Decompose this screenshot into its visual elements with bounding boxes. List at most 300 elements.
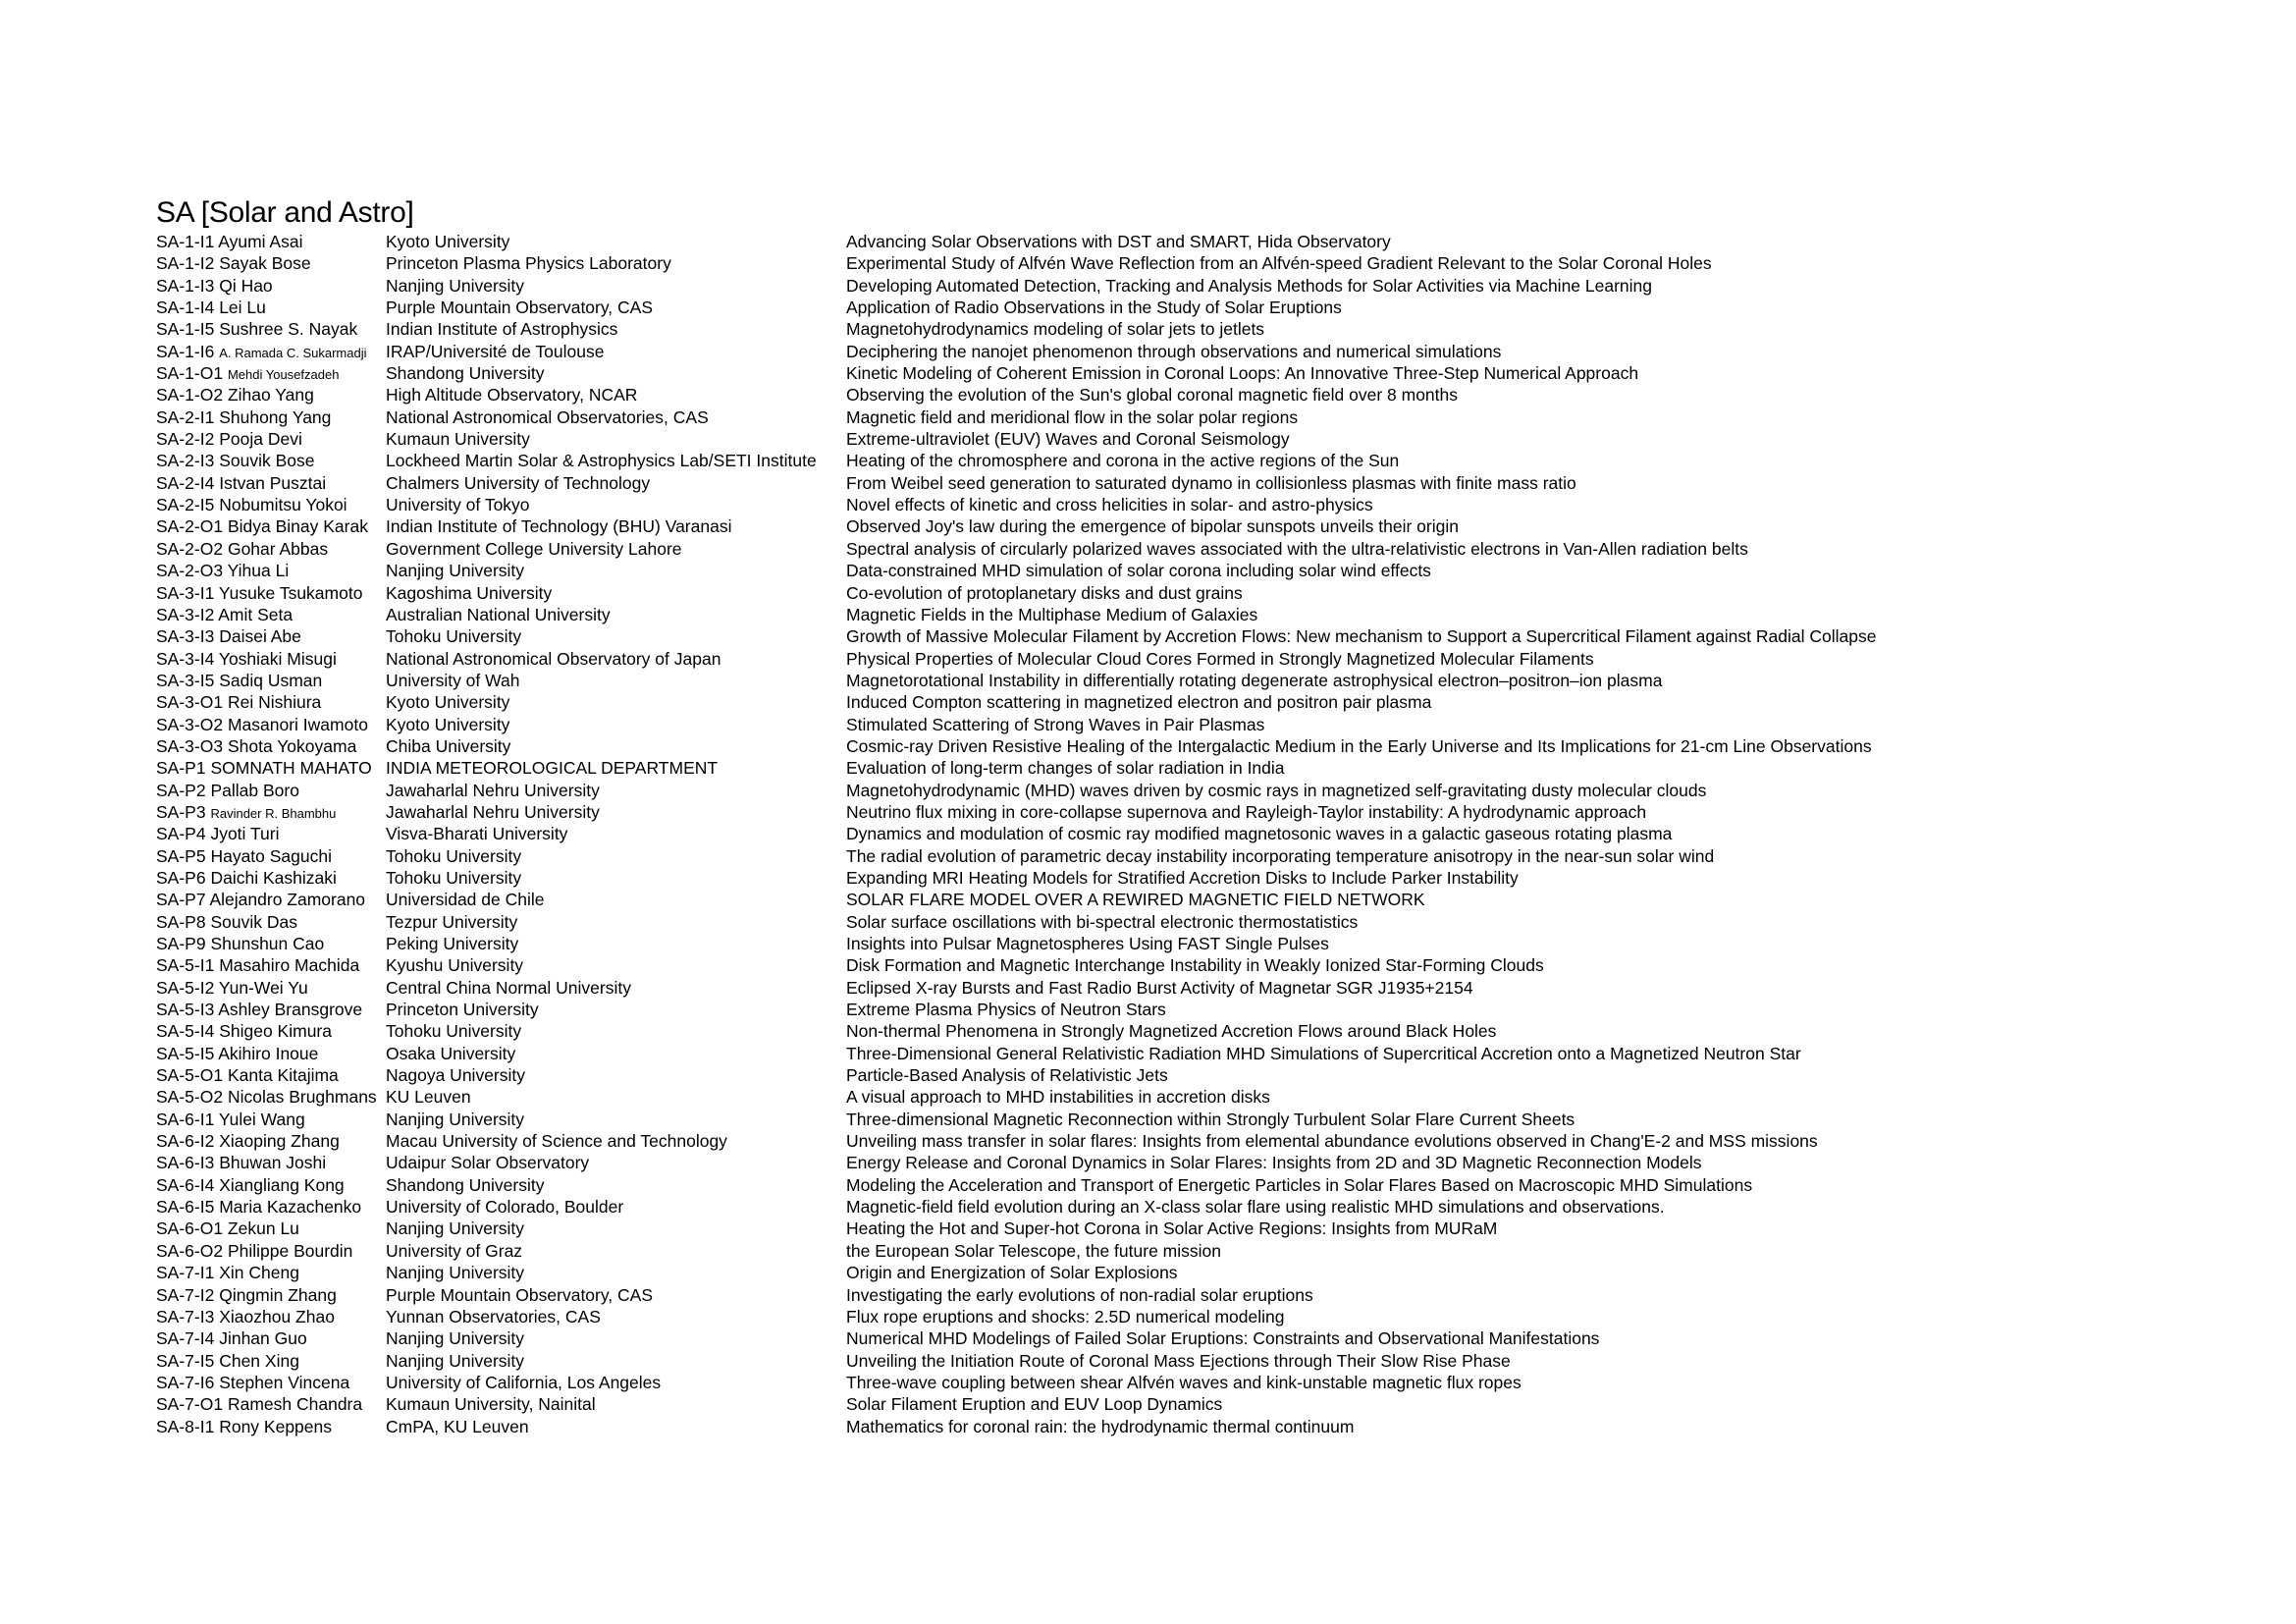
entry-affiliation: Nagoya University: [386, 1065, 525, 1086]
entry-affiliation: Kumaun University: [386, 429, 530, 450]
entry-name: Xiaozhou Zhao: [219, 1306, 335, 1326]
entry-affiliation: Princeton Plasma Physics Laboratory: [386, 253, 671, 274]
entry-id-and-name: [156, 954, 359, 976]
entry-code: SA-7-I4: [156, 1328, 215, 1349]
entry-row: [156, 494, 2286, 515]
entry-id-and-name: [156, 1327, 307, 1349]
entry-id-and-name: [156, 933, 324, 954]
entry-affiliation: Chalmers University of Technology: [386, 472, 651, 493]
entry-row: [156, 1020, 2286, 1042]
entry-row: [156, 297, 2286, 318]
entry-name: Ayumi Asai: [218, 232, 303, 251]
entry-code: SA-P5: [156, 845, 206, 866]
entry-affiliation: Tezpur University: [386, 911, 518, 932]
entry-id-and-name: [156, 845, 332, 867]
entry-code: SA-5-O1: [156, 1065, 224, 1086]
entry-code: SA-7-I3: [156, 1306, 215, 1326]
entry-title: Deciphering the nanojet phenomenon through observations and numerical simulations: [846, 341, 1502, 361]
entry-id-and-name: [156, 1240, 352, 1262]
entry-title: Mathematics for coronal rain: the hydrodynamic thermal continuum: [846, 1416, 1355, 1436]
entry-row: [156, 999, 2286, 1020]
entry-title: Growth of Massive Molecular Filament by Accretion Flows: New mechanism to Support a Supercritical Filament against Radial Collapse: [846, 626, 1877, 647]
entry-id-and-name: [156, 691, 321, 713]
entry-title: Particle-Based Analysis of Relativistic Jets: [846, 1065, 1168, 1086]
entry-affiliation: University of Tokyo: [386, 495, 530, 515]
entry-name: Shunshun Cao: [210, 934, 325, 953]
entry-affiliation: Tohoku University: [386, 626, 522, 647]
entry-title: Solar Filament Eruption and EUV Loop Dynamics: [846, 1394, 1223, 1415]
entry-id-and-name: [156, 670, 322, 691]
entry-affiliation: Government College University Lahore: [386, 538, 682, 559]
entry-title: Cosmic-ray Driven Resistive Healing of the Intergalactic Medium in the Early Universe and Its Implications for 21-cm Line Observations: [846, 735, 1872, 756]
entry-affiliation: Indian Institute of Astrophysics: [386, 319, 618, 340]
entry-name: Sayak Bose: [219, 253, 311, 274]
entry-name: Bidya Binay Karak: [227, 516, 368, 537]
entry-code: SA-1-O1: [156, 363, 224, 384]
entry-code: SA-2-O2: [156, 538, 224, 559]
entry-name: Istvan Pusztai: [219, 472, 327, 493]
entry-row: [156, 1327, 2286, 1349]
entry-affiliation: Udaipur Solar Observatory: [386, 1153, 590, 1173]
entry-name: Xiaoping Zhang: [219, 1131, 340, 1152]
entry-id-and-name: [156, 1152, 326, 1173]
entry-row: [156, 1350, 2286, 1372]
entry-affiliation: Kumaun University, Nainital: [386, 1394, 596, 1415]
entry-id-and-name: [156, 1174, 345, 1196]
entry-row: [156, 889, 2286, 910]
entry-affiliation: National Astronomical Observatory of Japan: [386, 648, 721, 669]
entry-title: A visual approach to MHD instabilities in accretion disks: [846, 1087, 1270, 1108]
entry-title: Origin and Energization of Solar Explosions: [846, 1263, 1178, 1283]
entry-title: Flux rope eruptions and shocks: 2.5D numerical modeling: [846, 1306, 1285, 1326]
entry-title: Heating the Hot and Super-hot Corona in Solar Active Regions: Insights from MURaM: [846, 1218, 1498, 1239]
entry-name: Xiangliang Kong: [219, 1174, 345, 1195]
entry-row: [156, 362, 2286, 384]
entry-affiliation: Purple Mountain Observatory, CAS: [386, 1284, 654, 1305]
entry-title: Induced Compton scattering in magnetized electron and positron pair plasma: [846, 692, 1432, 713]
entry-id-and-name: [156, 450, 314, 471]
entry-id-and-name: [156, 823, 279, 844]
entry-affiliation: Nanjing University: [386, 275, 525, 296]
entry-row: [156, 1284, 2286, 1306]
entry-row: [156, 954, 2286, 976]
entry-name: Pallab Boro: [210, 780, 299, 800]
entry-code: SA-5-I2: [156, 977, 215, 998]
entry-affiliation: Jawaharlal Nehru University: [386, 780, 600, 800]
entry-id-and-name: [156, 362, 339, 386]
entry-name: Daisei Abe: [219, 626, 301, 647]
entry-id-and-name: [156, 648, 337, 670]
entry-code: SA-P9: [156, 934, 206, 953]
entry-id-and-name: [156, 1043, 318, 1064]
entry-title: From Weibel seed generation to saturated dynamo in collisionless plasmas with finite mass ratio: [846, 472, 1576, 493]
entry-name: Nicolas Brughmans: [227, 1087, 377, 1108]
entry-name: Philippe Bourdin: [227, 1240, 353, 1261]
entry-id-and-name: [156, 1020, 332, 1042]
entry-code: SA-6-O1: [156, 1218, 224, 1239]
entry-id-and-name: [156, 757, 372, 779]
entry-name: Akihiro Inoue: [218, 1043, 319, 1063]
entry-name: Ramesh Chandra: [227, 1394, 363, 1415]
entry-affiliation: IRAP/Université de Toulouse: [386, 341, 605, 361]
entry-id-and-name: [156, 582, 362, 604]
entry-name: Nobumitsu Yokoi: [219, 495, 347, 515]
entry-affiliation: Indian Institute of Technology (BHU) Varanasi: [386, 516, 732, 537]
entry-row: [156, 911, 2286, 933]
entry-id-and-name: [156, 780, 299, 801]
entry-id-and-name: [156, 1218, 299, 1239]
entry-affiliation: Kyushu University: [386, 955, 524, 976]
entry-code: SA-7-I2: [156, 1284, 215, 1305]
entry-id-and-name: [156, 1416, 332, 1437]
entry-title: Unveiling mass transfer in solar flares: Insights from elemental abundance evolutions observed in Chang'E-2 and MSS missions: [846, 1131, 1818, 1152]
entry-id-and-name: [156, 538, 328, 560]
entry-code: SA-1-I1: [156, 232, 215, 251]
entry-id-and-name: [156, 406, 331, 428]
entry-row: [156, 1196, 2286, 1218]
entry-code: SA-3-I2: [156, 604, 215, 624]
entry-title: Non-thermal Phenomena in Strongly Magnetized Accretion Flows around Black Holes: [846, 1021, 1497, 1042]
entry-row: [156, 472, 2286, 494]
entry-id-and-name: [156, 1086, 377, 1108]
entry-title: Energy Release and Coronal Dynamics in Solar Flares: Insights from 2D and 3D Magnetic Reconnection Models: [846, 1153, 1702, 1173]
entry-title: SOLAR FLARE MODEL OVER A REWIRED MAGNETIC FIELD NETWORK: [846, 890, 1425, 910]
entry-id-and-name: [156, 1130, 340, 1152]
entry-name: Amit Seta: [218, 604, 294, 624]
entry-name: Souvik Das: [210, 911, 297, 932]
entry-code: SA-6-I1: [156, 1109, 215, 1129]
entry-id-and-name: [156, 735, 356, 757]
entry-title: Observed Joy's law during the emergence of bipolar sunspots unveils their origin: [846, 516, 1459, 537]
entry-name: Alejandro Zamorano: [209, 890, 366, 910]
entry-affiliation: University of Colorado, Boulder: [386, 1197, 624, 1218]
entry-affiliation: KU Leuven: [386, 1087, 471, 1108]
entry-id-and-name: [156, 472, 326, 494]
entry-name: Rei Nishiura: [227, 692, 322, 713]
entry-code: SA-5-O2: [156, 1087, 224, 1108]
entry-row: [156, 231, 2286, 252]
entry-affiliation: Nanjing University: [386, 561, 525, 581]
entry-id-and-name: [156, 1262, 299, 1283]
entry-row: [156, 560, 2286, 581]
entry-row: [156, 691, 2286, 713]
entry-code: SA-5-I3: [156, 1000, 215, 1020]
entry-affiliation: University of California, Los Angeles: [386, 1372, 662, 1392]
entry-code: SA-3-I1: [156, 582, 215, 603]
entry-id-and-name: [156, 560, 289, 581]
entry-row: [156, 1109, 2286, 1130]
entry-row: [156, 1152, 2286, 1173]
entry-code: SA-6-I2: [156, 1131, 215, 1152]
entry-name: Shigeo Kimura: [219, 1021, 332, 1042]
entry-title: Spectral analysis of circularly polarized waves associated with the ultra-relativistic electrons in Van-Allen radiation belts: [846, 538, 1748, 559]
entry-row: [156, 867, 2286, 889]
entry-code: SA-6-I3: [156, 1153, 215, 1173]
entry-row: [156, 933, 2286, 954]
entry-code: SA-3-I5: [156, 670, 215, 690]
entry-title: Kinetic Modeling of Coherent Emission in Coronal Loops: An Innovative Three-Step Numerical Approach: [846, 363, 1639, 384]
entry-affiliation: Kagoshima University: [386, 582, 553, 603]
entry-id-and-name: [156, 515, 368, 537]
entry-code: SA-P7: [156, 890, 206, 910]
entry-row: [156, 275, 2286, 297]
entry-title: Developing Automated Detection, Tracking and Analysis Methods for Solar Activities via Machine Learning: [846, 275, 1653, 296]
entry-name: Qi Hao: [219, 275, 273, 296]
entry-name: Xin Cheng: [219, 1263, 299, 1283]
entry-code: SA-7-O1: [156, 1394, 224, 1415]
entry-affiliation: High Altitude Observatory, NCAR: [386, 385, 638, 406]
entry-id-and-name: [156, 911, 297, 933]
entry-code: SA-2-O3: [156, 561, 224, 581]
entry-title: Magnetic field and meridional flow in the solar polar regions: [846, 406, 1299, 427]
entry-affiliation: Macau University of Science and Technology: [386, 1131, 727, 1152]
entry-code: SA-1-I6: [156, 341, 215, 361]
entry-code: SA-P8: [156, 911, 206, 932]
entry-name: Hayato Saguchi: [210, 845, 333, 866]
entry-affiliation: Shandong University: [386, 1174, 545, 1195]
entry-id-and-name: [156, 867, 337, 889]
entry-code: SA-6-I5: [156, 1197, 215, 1218]
entry-id-and-name: [156, 1064, 339, 1086]
entry-name: Yun-Wei Yu: [218, 977, 308, 998]
entry-row: [156, 515, 2286, 537]
entry-row: [156, 1393, 2286, 1415]
entry-name: Zihao Yang: [227, 385, 314, 406]
entry-id-and-name: [156, 999, 362, 1020]
entry-title: Application of Radio Observations in the Study of Solar Eruptions: [846, 298, 1342, 318]
entry-row: [156, 538, 2286, 560]
entry-row: [156, 406, 2286, 428]
entry-code: SA-3-I3: [156, 626, 215, 647]
entry-name: Yulei Wang: [218, 1109, 305, 1129]
entry-affiliation: CmPA, KU Leuven: [386, 1416, 529, 1436]
entry-row: [156, 582, 2286, 604]
entry-row: [156, 801, 2286, 823]
entry-title: Three-Dimensional General Relativistic Radiation MHD Simulations of Supercritical Accretion onto a Magnetized Neutron Star: [846, 1043, 1801, 1063]
entry-code: SA-2-I1: [156, 406, 215, 427]
entry-code: SA-P4: [156, 824, 206, 844]
entry-row: [156, 384, 2286, 406]
entry-affiliation: Kyoto University: [386, 232, 510, 251]
entry-title: Eclipsed X-ray Bursts and Fast Radio Burst Activity of Magnetar SGR J1935+2154: [846, 977, 1473, 998]
entry-affiliation: Nanjing University: [386, 1263, 525, 1283]
entry-affiliation: Australian National University: [386, 604, 611, 624]
entry-title: Physical Properties of Molecular Cloud Cores Formed in Strongly Magnetized Molecular Filaments: [846, 648, 1594, 669]
entry-code: SA-1-I5: [156, 319, 215, 340]
entry-code: SA-2-I5: [156, 495, 215, 515]
entry-id-and-name: [156, 428, 302, 450]
entry-title: Expanding MRI Heating Models for Stratified Accretion Disks to Include Parker Instability: [846, 867, 1519, 888]
entry-row: [156, 1416, 2286, 1437]
entry-code: SA-7-I1: [156, 1263, 215, 1283]
entry-name: Yoshiaki Misugi: [218, 648, 337, 669]
entry-row: [156, 714, 2286, 735]
entry-name: Souvik Bose: [219, 451, 315, 471]
entry-title: Modeling the Acceleration and Transport of Energetic Particles in Solar Flares Based on Macroscopic MHD Simulations: [846, 1174, 1753, 1195]
entry-title: Three-wave coupling between shear Alfvén waves and kink-unstable magnetic flux ropes: [846, 1372, 1522, 1392]
entry-name: Qingmin Zhang: [219, 1284, 337, 1305]
entry-row: [156, 1306, 2286, 1327]
entry-title: Extreme Plasma Physics of Neutron Stars: [846, 1000, 1166, 1020]
entry-code: SA-1-O2: [156, 385, 224, 406]
entry-title: Experimental Study of Alfvén Wave Reflection from an Alfvén-speed Gradient Relevant to the Solar Coronal Holes: [846, 253, 1712, 274]
entry-name: Zekun Lu: [227, 1218, 299, 1239]
entry-affiliation: Kyoto University: [386, 714, 510, 734]
entry-id-and-name: [156, 1284, 337, 1306]
entry-code: SA-2-I3: [156, 451, 215, 471]
entry-row: [156, 1240, 2286, 1262]
entry-code: SA-3-I4: [156, 648, 215, 669]
entry-id-and-name: [156, 714, 368, 735]
entry-affiliation: Yunnan Observatories, CAS: [386, 1306, 601, 1326]
entry-name: Mehdi Yousefzadeh: [227, 367, 340, 383]
entry-affiliation: University of Wah: [386, 670, 520, 690]
entry-id-and-name: [156, 231, 302, 252]
entry-code: SA-2-I4: [156, 472, 215, 493]
entry-id-and-name: [156, 275, 273, 297]
entry-affiliation: Central China Normal University: [386, 977, 631, 998]
entry-row: [156, 823, 2286, 844]
entry-row: [156, 757, 2286, 779]
entry-affiliation: Peking University: [386, 934, 519, 953]
entry-code: SA-6-O2: [156, 1240, 224, 1261]
entry-name: A. Ramada C. Sukarmadji: [219, 345, 367, 360]
entry-row: [156, 318, 2286, 340]
entry-name: Sushree S. Nayak: [219, 319, 358, 340]
entry-name: Chen Xing: [219, 1350, 299, 1371]
entry-title: Numerical MHD Modelings of Failed Solar Eruptions: Constraints and Observational Manifestations: [846, 1328, 1600, 1349]
entry-id-and-name: [156, 1350, 299, 1372]
entry-affiliation: Universidad de Chile: [386, 890, 545, 910]
entry-title: Neutrino flux mixing in core-collapse supernova and Rayleigh-Taylor instability: A hydrodynamic approach: [846, 801, 1647, 822]
entry-row: [156, 1218, 2286, 1239]
entry-affiliation: Tohoku University: [386, 867, 522, 888]
entry-name: Lei Lu: [219, 298, 266, 318]
section-heading: SA [Solar and Astro]: [156, 196, 414, 229]
entry-id-and-name: [156, 252, 311, 274]
entry-id-and-name: [156, 494, 347, 515]
entry-affiliation: Purple Mountain Observatory, CAS: [386, 298, 654, 318]
entry-row: [156, 1130, 2286, 1152]
entry-code: SA-1-I4: [156, 298, 215, 318]
entry-title: The radial evolution of parametric decay instability incorporating temperature anisotropy in the near-sun solar wind: [846, 845, 1715, 866]
entry-id-and-name: [156, 625, 301, 647]
entry-id-and-name: [156, 1306, 335, 1327]
entry-title: Disk Formation and Magnetic Interchange Instability in Weakly Ionized Star-Forming Clouds: [846, 955, 1544, 976]
entry-row: [156, 1262, 2286, 1283]
entry-name: Gohar Abbas: [227, 538, 329, 559]
entry-row: [156, 845, 2286, 867]
entry-title: Co-evolution of protoplanetary disks and dust grains: [846, 582, 1243, 603]
entry-affiliation: Kyoto University: [386, 692, 510, 713]
entry-code: SA-3-O2: [156, 714, 224, 734]
entry-affiliation: Shandong University: [386, 363, 545, 384]
entry-id-and-name: [156, 341, 366, 364]
entry-title: Advancing Solar Observations with DST and SMART, Hida Observatory: [846, 232, 1391, 251]
entry-affiliation: Nanjing University: [386, 1218, 525, 1239]
entry-affiliation: University of Graz: [386, 1240, 523, 1261]
entry-name: Jinhan Guo: [219, 1328, 307, 1349]
entry-title: Evaluation of long-term changes of solar radiation in India: [846, 758, 1285, 779]
entry-code: SA-8-I1: [156, 1416, 215, 1436]
entry-id-and-name: [156, 1372, 349, 1393]
entry-name: Maria Kazachenko: [219, 1197, 362, 1218]
entry-row: [156, 977, 2286, 999]
entry-row: [156, 1372, 2286, 1393]
entry-row: [156, 1174, 2286, 1196]
entry-name: Shota Yokoyama: [227, 735, 357, 756]
entry-name: Rony Keppens: [219, 1416, 333, 1436]
entry-title: Three-dimensional Magnetic Reconnection within Strongly Turbulent Solar Flare Current Sheets: [846, 1109, 1575, 1129]
entry-code: SA-5-I1: [156, 955, 215, 976]
entry-title: Solar surface oscillations with bi-spectral electronic thermostatistics: [846, 911, 1359, 932]
entry-code: SA-1-I2: [156, 253, 215, 274]
entry-code: SA-P2: [156, 780, 206, 800]
entry-id-and-name: [156, 604, 293, 625]
entry-name: Pooja Devi: [219, 429, 302, 450]
entry-affiliation: Chiba University: [386, 735, 511, 756]
entry-title: Magnetic-field field evolution during an X-class solar flare using realistic MHD simulations and observations.: [846, 1197, 1665, 1218]
entry-title: Insights into Pulsar Magnetospheres Using FAST Single Pulses: [846, 934, 1329, 953]
entry-id-and-name: [156, 1196, 361, 1218]
entry-affiliation: Osaka University: [386, 1043, 516, 1063]
entry-title: Unveiling the Initiation Route of Coronal Mass Ejections through Their Slow Rise Phase: [846, 1350, 1511, 1371]
entry-code: SA-2-O1: [156, 516, 224, 537]
entry-title: Magnetohydrodynamic (MHD) waves driven by cosmic rays in magnetized self-gravitating dusty molecular clouds: [846, 780, 1707, 800]
entry-id-and-name: [156, 1393, 362, 1415]
entry-code: SA-5-I4: [156, 1021, 215, 1042]
entry-affiliation: Nanjing University: [386, 1109, 525, 1129]
entry-name: Bhuwan Joshi: [219, 1153, 327, 1173]
entry-name: Sadiq Usman: [219, 670, 323, 690]
entry-id-and-name: [156, 1109, 305, 1130]
entry-name: SOMNATH MAHATO: [210, 758, 372, 779]
entry-title: Dynamics and modulation of cosmic ray modified magnetosonic waves in a galactic gaseous rotating plasma: [846, 824, 1673, 844]
entry-name: Kanta Kitajima: [227, 1065, 339, 1086]
entry-code: SA-6-I4: [156, 1174, 215, 1195]
entry-name: Ravinder R. Bhambhu: [210, 805, 337, 821]
entry-row: [156, 341, 2286, 362]
entry-row: [156, 1064, 2286, 1086]
entry-name: Shuhong Yang: [219, 406, 332, 427]
entry-name: Daichi Kashizaki: [210, 867, 337, 888]
entry-list: [156, 231, 2286, 1437]
entry-code: SA-3-O3: [156, 735, 224, 756]
entry-name: Yihua Li: [227, 561, 290, 581]
entry-title: Data-constrained MHD simulation of solar corona including solar wind effects: [846, 561, 1431, 581]
entry-title: the European Solar Telescope, the future mission: [846, 1240, 1221, 1261]
entry-title: Investigating the early evolutions of non-radial solar eruptions: [846, 1284, 1313, 1305]
entry-title: Magnetohydrodynamics modeling of solar jets to jetlets: [846, 319, 1265, 340]
entry-code: SA-P1: [156, 758, 206, 779]
entry-code: SA-P6: [156, 867, 206, 888]
entry-title: Heating of the chromosphere and corona in the active regions of the Sun: [846, 451, 1400, 471]
entry-affiliation: Visva-Bharati University: [386, 824, 568, 844]
entry-title: Observing the evolution of the Sun's global coronal magnetic field over 8 months: [846, 385, 1459, 406]
entry-id-and-name: [156, 801, 336, 825]
entry-code: SA-2-I2: [156, 429, 215, 450]
entry-affiliation: Tohoku University: [386, 845, 522, 866]
entry-row: [156, 604, 2286, 625]
entry-code: SA-7-I6: [156, 1372, 215, 1392]
entry-name: Jyoti Turi: [210, 824, 280, 844]
entry-name: Yusuke Tsukamoto: [218, 582, 363, 603]
entry-affiliation: INDIA METEOROLOGICAL DEPARTMENT: [386, 758, 719, 779]
entry-row: [156, 780, 2286, 801]
entry-code: SA-5-I5: [156, 1043, 215, 1063]
entry-affiliation: Nanjing University: [386, 1350, 525, 1371]
entry-title: Magnetorotational Instability in differentially rotating degenerate astrophysical electron–positron–ion plasma: [846, 670, 1663, 690]
